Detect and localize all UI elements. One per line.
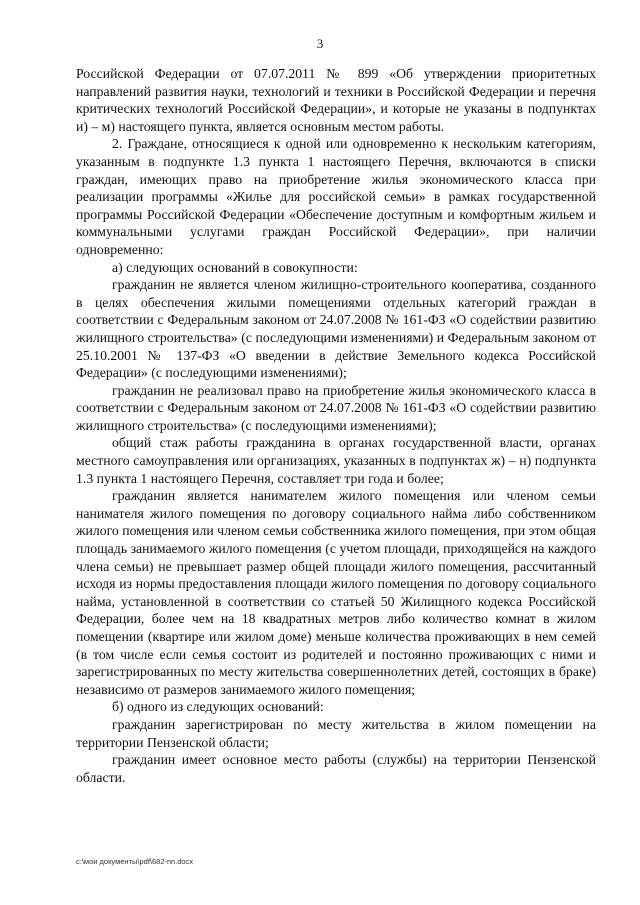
paragraph: гражданин является нанимателем жилого помещения или членом семьи нанимателя жилого помещения по договору социального найма либо собственником жилого помещения или членом семьи собственника жилого помещения, при этом общая площадь занимаемого жилого помещения (с учетом площади, приходящейся на каждого члена семьи) не превышает размер общей площади жилого помещения, рассчитанный исходя из нормы предоставления площади жилого помещения по договору социального найма, установленной в соответствии со статьей 50 Жилищного кодекса Российской Федерации, более чем на 18 квадратных метров либо количество комнат в жилом помещении (квартире или жилом доме) меньше количества проживающих в нем семей (в том числе если семья состоит из родителей и постоянно проживающих с ними и зарегистрированных по месту жительства совершеннолетних детей, состоящих в браке) независимо от размеров занимаемого жилого помещения; — [76, 488, 596, 697]
paragraph: гражданин имеет основное место работы (службы) на территории Пензенской области. — [76, 752, 596, 785]
document-body — [76, 65, 596, 786]
paragraph: общий стаж работы гражданина в органах государственной власти, органах местного самоуправления или организациях, указанных в подпунктах ж) – н) подпункта 1.3 пункта 1 настоящего Перечня, составляет три года и более; — [76, 435, 596, 486]
paragraph: гражданин зарегистрирован по месту жительства в жилом помещении на территории Пензенской области; — [76, 716, 596, 750]
paragraph: а) следующих оснований в совокупности: — [112, 259, 358, 275]
paragraph: 2. Граждане, относящиеся к одной или одновременно к нескольким категориям, указанным в подпункте 1.3 пункта 1 настоящего Перечня, включаются в списки граждан, имеющих право на приобретение жилья экономического класса при реализации программы «Жилье для российской семьи» в рамках государственной программы Российской Федерации «Обеспечение доступным и комфортным жильем и коммунальными услугами граждан Российской Федерации», при наличии одновременно: — [76, 136, 596, 257]
paragraph: гражданин не реализовал право на приобретение жилья экономического класса в соответствии с Федеральным законом от 24.07.2008 № 161-ФЗ «О содействии развитию жилищного строительства» (с последующими изменениями); — [76, 382, 596, 433]
page-number: 3 — [316, 36, 324, 51]
paragraph: Российской Федерации от 07.07.2011 № 899 «Об утверждении приоритетных направлений развития науки, технологий и техники в Российской Федерации и перечня критических технологий Российской Федерации», и которые не указаны в подпунктах и) – м) настоящего пункта, является основным местом работы. — [76, 66, 596, 134]
file-path-footer: c:\мои документы\pdf\682-пп.docx — [76, 857, 194, 866]
paragraph: б) одного из следующих оснований: — [112, 699, 324, 715]
paragraph: гражданин не является членом жилищно-строительного кооператива, созданного в целях обеспечения жилыми помещениями отдельных категорий граждан в соответствии с Федеральным законом от 24.07.2008 № 161-ФЗ «О содействии развитию жилищного строительства» (с последующими изменениями) и Федеральным законом от 25.10.2001 № 137-ФЗ «О введении в действие Земельного кодекса Российской Федерации» (с последующими изменениями); — [76, 277, 596, 381]
